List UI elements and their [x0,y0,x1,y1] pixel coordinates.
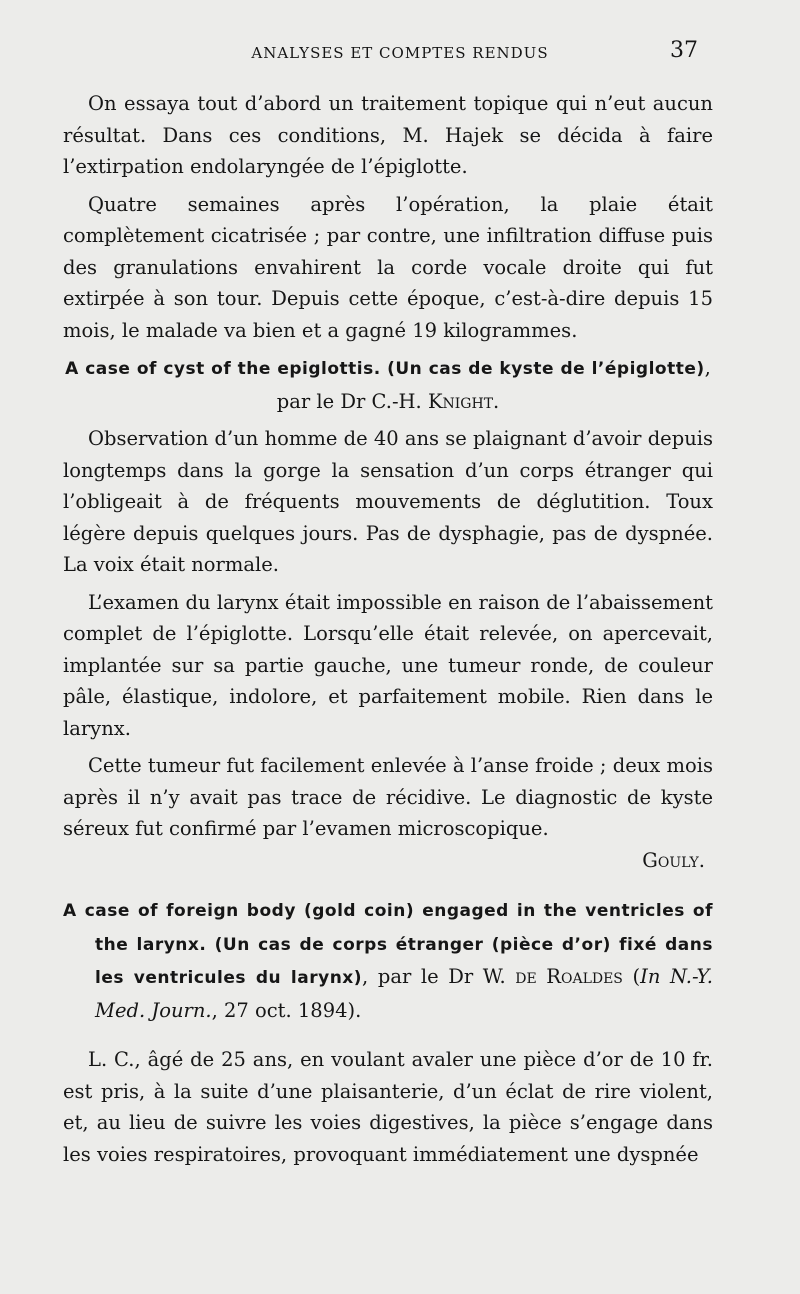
paragraph: L. C., âgé de 25 ans, en voulant avaler une pièce d’or de 10 fr. est pris, à la suite d’une plaisanterie, d’un éclat de rire violent, et, au lieu de suivre les voies digestives, la pièce s’engage dans les voies respiratoires, provoquant immédiatement une dyspnée [63,1048,713,1166]
section-author: Knight. [427,389,500,413]
section-title: A case of cyst of the epiglottis. (Un cas de kyste de l’épiglotte) [65,359,705,379]
body-text [63,88,713,1170]
source-date: , 27 oct. 1894). [211,998,362,1022]
section-byline: , par le Dr W. [362,965,516,988]
paragraph: Observation d’un homme de 40 ans se plaignant d’avoir depuis longtemps dans la gorge la sensation d’un corps étranger qui l’obligeait à de fréquents mouvements de déglutition. Toux légère depuis quelques jours. Pas de dysphagie, pas de dyspnée. La voix était normale. [63,427,713,576]
section-heading-foreign-body [63,894,713,1026]
source-open: ( [622,965,641,988]
section-heading-cyst [63,352,713,417]
paragraph: Quatre semaines après l’opération, la plaie était complètement cicatrisée ; par contre, une infiltration diffuse puis des granulations envahirent la corde vocale droite qui fut extirpée à son tour. Depuis cette époque, c’est-à-dire depuis 15 mois, le malade va bien et a gagné 19 kilogrammes. [63,192,713,342]
header-title: ANALYSES ET COMPTES RENDUS [251,44,549,62]
author-signature: Gouly. [642,848,705,872]
section-byline: , par le Dr C.-H. [276,356,711,413]
section-author: de Roaldes [515,965,623,988]
section-title: A case of foreign body (gold coin) engaged in the ventricles of the larynx. (Un cas de corps étranger (pièce d’or) fixé dans les ventricules du larynx) [63,901,713,988]
paragraph: L’examen du larynx était impossible en raison de l’abaissement complet de l’épiglotte. Lorsqu’elle était relevée, on apercevait, implantée sur sa partie gauche, une tumeur ronde, de couleur pâle, élastique, indolore, et parfaitement mobile. Rien dans le larynx. [63,590,713,740]
paragraph: On essaya tout d’abord un traitement topique qui n’eut aucun résultat. Dans ces conditions, M. Hajek se décida à faire l’extirpation endolaryngée de l’épiglotte. [63,92,713,178]
paragraph: Cette tumeur fut facilement enlevée à l’anse froide ; deux mois après il n’y avait pas trace de récidive. Le diagnostic de kyste séreux fut confirmé par l’evamen microscopique. [63,754,713,840]
page-number: 37 [670,38,698,63]
running-header [0,40,800,70]
source-journal: In N.-Y. Med. Journ. [95,965,714,1022]
